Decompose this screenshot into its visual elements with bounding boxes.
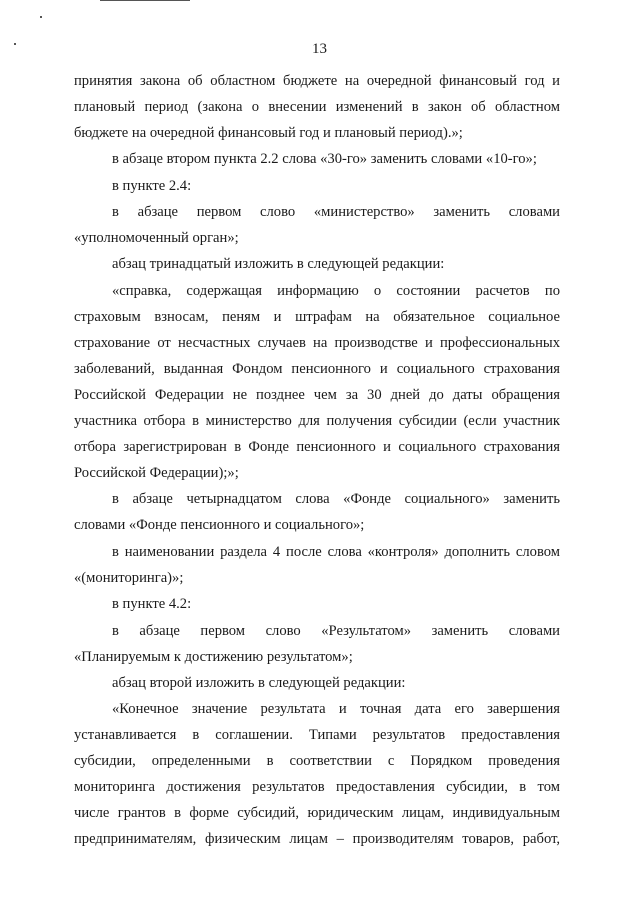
text-line: субсидии, определенными в соответствии с Порядком проведения	[74, 753, 560, 769]
text-line: абзац тринадцатый изложить в следующей редакции:	[112, 256, 445, 272]
scan-artifact-dot	[40, 16, 42, 18]
text-line: в абзаце первом слово «Результатом» заменить словами	[112, 623, 560, 639]
text-line: бюджете на очередной финансовый год и плановый период).»;	[74, 125, 463, 141]
text-line: в абзаце втором пункта 2.2 слова «30-го» заменить словами «10-го»;	[112, 151, 537, 167]
text-line: в наименовании раздела 4 после слова «контроля» дополнить словом	[112, 544, 560, 560]
text-line: страхование от несчастных случаев на производстве и профессиональных	[74, 335, 560, 351]
text-line: «справка, содержащая информацию о состоянии расчетов по	[112, 283, 560, 299]
text-line: Российской Федерации);»;	[74, 465, 239, 481]
text-line: предпринимателям, физическим лицам – производителям товаров, работ,	[74, 831, 560, 847]
text-line: «Планируемым к достижению результатом»;	[74, 649, 353, 665]
text-line: в пункте 2.4:	[112, 178, 192, 194]
text-line: плановый период (закона о внесении изменений в закон об областном	[74, 99, 560, 115]
text-line: абзац второй изложить в следующей редакции:	[112, 675, 406, 691]
text-line: в пункте 4.2:	[112, 596, 192, 612]
text-line: «уполномоченный орган»;	[74, 230, 239, 246]
text-line: в абзаце четырнадцатом слова «Фонде социального» заменить	[112, 491, 560, 507]
text-line: Российской Федерации не позднее чем за 30 дней до даты обращения	[74, 387, 560, 403]
text-line: мониторинга достижения результатов предоставления субсидии, в том	[74, 779, 560, 795]
text-line: в абзаце первом слово «министерство» заменить словами	[112, 204, 560, 220]
text-line: участника отбора в министерство для получения субсидии (если участник	[74, 413, 560, 429]
scan-artifact-top-line	[100, 0, 190, 1]
text-line: заболеваний, выданная Фондом пенсионного и социального страхования	[74, 361, 560, 377]
text-line: принятия закона об областном бюджете на очередной финансовый год и	[74, 73, 560, 89]
text-line: отбора зарегистрирован в Фонде пенсионного и социального страхования	[74, 439, 560, 455]
text-line: «Конечное значение результата и точная дата его завершения	[112, 701, 560, 717]
text-line: страховым взносам, пеням и штрафам на обязательное социальное	[74, 309, 560, 325]
text-line: словами «Фонде пенсионного и социального»;	[74, 517, 365, 533]
text-line: «(мониторинга)»;	[74, 570, 184, 586]
text-line: числе грантов в форме субсидий, юридическим лицам, индивидуальным	[74, 805, 560, 821]
text-line: устанавливается в соглашении. Типами результатов предоставления	[74, 727, 560, 743]
page-number: 13	[312, 41, 327, 57]
